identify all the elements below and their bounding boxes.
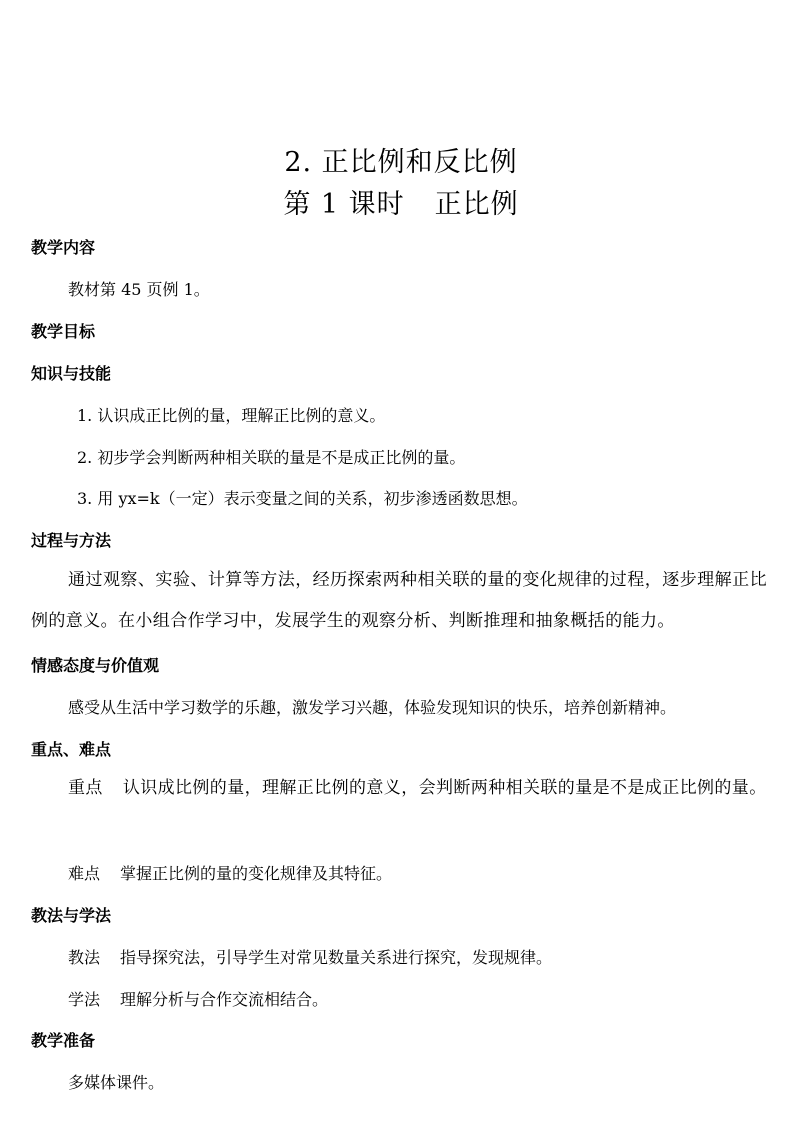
key-heading: 重点、难点 [31,740,112,759]
learn-label: 学法 [68,990,101,1009]
key-text: 认识成比例的量，理解正比例的意义，会判断两种相关联的量是不是成正比例的量。 [122,778,767,798]
difficult-label: 难点 [68,864,101,883]
process-text: 通过观察、实验、计算等方法，经历探索两种相关联的量的变化规律的过程，逐步理解正比例的意义。在小组合作学习中，发展学生的观察分析、判断推理和抽象概括的能力。 [31,570,767,631]
teach-line [68,946,552,970]
knowledge-item-3: 3. 用 yx=k（一定）表示变量之间的关系，初步渗透函数思想。 [77,489,528,508]
knowledge-item-1: 1. 认识成正比例的量，理解正比例的意义。 [77,406,386,425]
goals-heading: 教学目标 [31,322,96,341]
key-label: 重点 [68,778,103,798]
key-paragraph [31,768,767,809]
prep-text: 多媒体课件。 [68,1073,165,1092]
lesson-topic: 正比例 [434,189,519,220]
knowledge-heading: 知识与技能 [31,364,112,383]
learn-line [68,988,328,1012]
lesson-period: 第 1 课时 [283,189,405,220]
difficult-line [68,862,392,886]
content-text: 教材第 45 页例 1。 [68,280,210,299]
emotion-text: 感受从生活中学习数学的乐趣，激发学习兴趣，体验发现知识的快乐，培养创新精神。 [68,698,677,717]
lesson-subtitle [4,188,794,222]
knowledge-item-2: 2. 初步学会判断两种相关联的量是不是成正比例的量。 [77,448,466,467]
emotion-heading: 情感态度与价值观 [31,656,160,675]
process-heading: 过程与方法 [31,531,112,550]
difficult-text: 掌握正比例的量的变化规律及其特征。 [120,864,393,883]
lesson-title: 2. 正比例和反比例 [284,147,518,178]
learn-text: 理解分析与合作交流相结合。 [120,990,329,1009]
prep-heading: 教学准备 [31,1031,96,1050]
teach-text: 指导探究法，引导学生对常见数量关系进行探究，发现规律。 [120,948,553,967]
teach-label: 教法 [68,948,101,967]
method-heading: 教法与学法 [31,906,112,925]
content-heading: 教学内容 [31,238,96,257]
